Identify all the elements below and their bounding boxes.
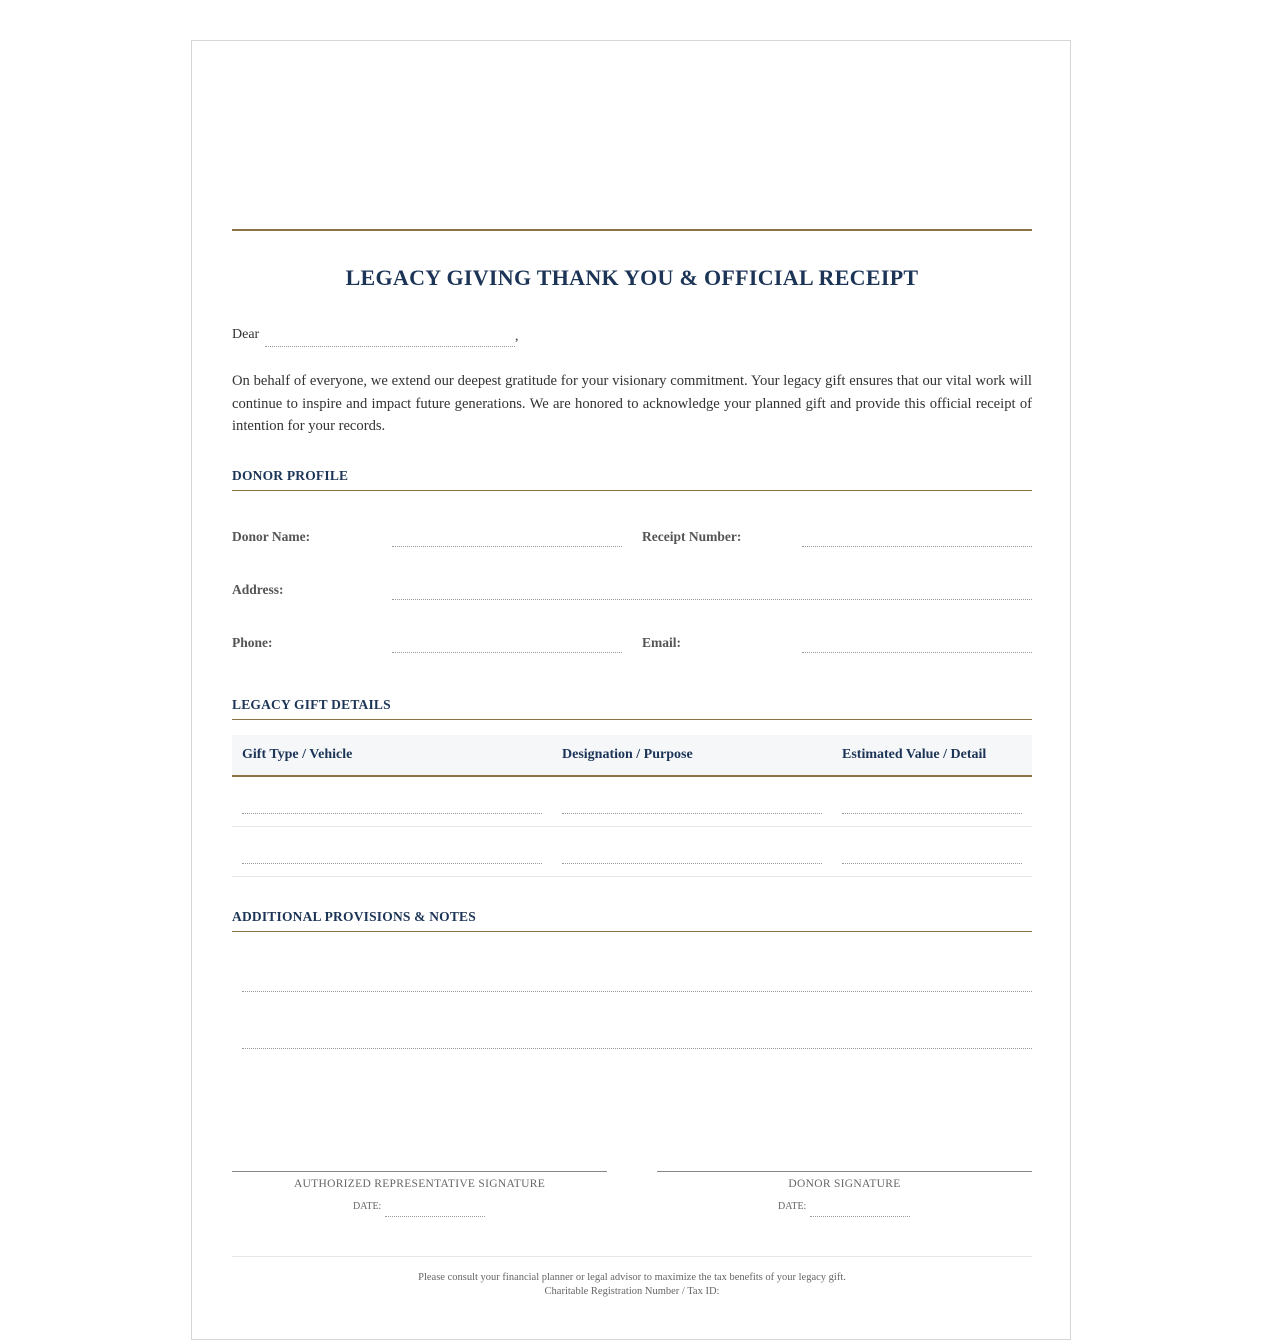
gift-details-heading: LEGACY GIFT DETAILS xyxy=(232,697,391,712)
salutation-comma: , xyxy=(515,329,519,344)
designation-field-2[interactable] xyxy=(562,863,822,864)
representative-signature-label: AUTHORIZED REPRESENTATIVE SIGNATURE xyxy=(293,1178,546,1190)
gift-type-field-1[interactable] xyxy=(242,813,542,814)
row-divider xyxy=(232,826,1032,827)
representative-date-label: DATE: xyxy=(353,1201,382,1212)
column-gift-type: Gift Type / Vehicle xyxy=(242,747,353,762)
row-divider xyxy=(232,876,1032,877)
donor-name-field[interactable] xyxy=(392,546,622,547)
representative-date-field[interactable] xyxy=(385,1216,485,1217)
column-designation: Designation / Purpose xyxy=(562,747,693,762)
document-title: LEGACY GIVING THANK YOU & OFFICIAL RECEIPT xyxy=(345,265,919,290)
receipt-page xyxy=(191,40,1071,1340)
representative-signature-line[interactable] xyxy=(232,1171,607,1172)
estimated-value-field-1[interactable] xyxy=(842,813,1022,814)
phone-field[interactable] xyxy=(392,652,622,653)
donor-profile-divider xyxy=(232,490,1032,491)
footer-divider xyxy=(232,1256,1032,1257)
donor-date-field[interactable] xyxy=(810,1216,910,1217)
phone-label: Phone: xyxy=(232,635,273,650)
email-field[interactable] xyxy=(802,652,1032,653)
gift-table-header xyxy=(232,735,1032,777)
salutation: Dear xyxy=(232,327,260,342)
header-divider xyxy=(232,229,1032,231)
provisions-line-2[interactable] xyxy=(242,1048,1032,1049)
address-field[interactable] xyxy=(392,599,1032,600)
donor-name-label: Donor Name: xyxy=(232,529,311,544)
column-estimated-value: Estimated Value / Detail xyxy=(842,747,987,762)
receipt-number-field[interactable] xyxy=(802,546,1032,547)
address-label: Address: xyxy=(232,582,284,597)
donor-signature-line[interactable] xyxy=(657,1171,1032,1172)
email-label: Email: xyxy=(642,635,681,650)
designation-field-1[interactable] xyxy=(562,813,822,814)
footer-registration: Charitable Registration Number / Tax ID: xyxy=(544,1286,720,1297)
provisions-line-1[interactable] xyxy=(242,991,1032,992)
estimated-value-field-2[interactable] xyxy=(842,863,1022,864)
donor-date-label: DATE: xyxy=(778,1201,807,1212)
donor-signature-label: DONOR SIGNATURE xyxy=(788,1178,901,1190)
gift-type-field-2[interactable] xyxy=(242,863,542,864)
intro-paragraph: On behalf of everyone, we extend our deepest gratitude for your visionary commitment. Your legacy gift ensures that our vital work will continue to inspire and impact future generations. We are honored to acknowledge your planned gift and provide this official receipt of intention for your records. xyxy=(232,373,1032,434)
provisions-heading: ADDITIONAL PROVISIONS & NOTES xyxy=(232,909,476,924)
gift-details-divider xyxy=(232,719,1032,720)
recipient-name-field[interactable] xyxy=(265,346,515,347)
footer-note: Please consult your financial planner or legal advisor to maximize the tax benefits of your legacy gift. xyxy=(418,1272,846,1283)
provisions-divider xyxy=(232,931,1032,932)
receipt-number-label: Receipt Number: xyxy=(642,529,742,544)
donor-profile-heading: DONOR PROFILE xyxy=(232,468,349,483)
